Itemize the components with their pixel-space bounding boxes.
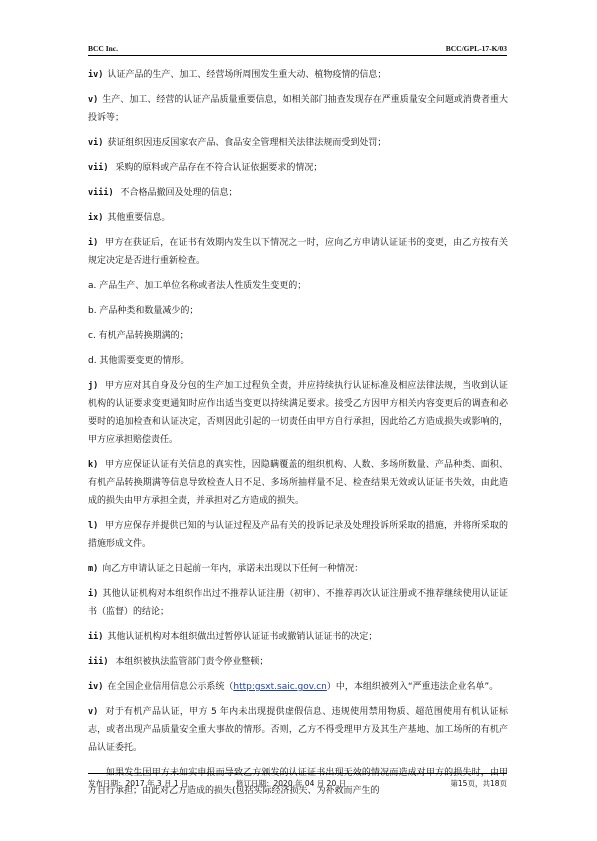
paragraph: i) 其他认证机构对本组织作出过不推荐认证注册（初审）、不推荐再次认证注册或不推荐继续使用认证证书（监督）的结论； bbox=[88, 589, 508, 617]
document-number: BCC/GPL-17-K/03 bbox=[445, 44, 507, 53]
paragraph: c. 有机产品转换期满的； bbox=[88, 331, 189, 341]
paragraph: vi) 获证组织因违反国家农产品、食品安全管理相关法律法规而受到处罚； bbox=[88, 138, 387, 148]
paragraph: iv) 在全国企业信用信息公示系统（http:gsxt.saic.gov.cn）中，本组织被列入“严重违法企业名单”。 bbox=[88, 682, 499, 692]
paragraph: v) 对于有机产品认证，甲方 5 年内未出现提供虚假信息、违规使用禁用物质、超范围使用有机认证标志，或者出现产品质量安全重大事故的情形。否则，乙方不得受理甲方及其生产基地、加工场所的有机产品认证委托。 bbox=[88, 707, 508, 753]
issue-date: 发布日期：2017 年 3 月 1 日 bbox=[88, 779, 189, 788]
company-name: BCC Inc. bbox=[88, 44, 119, 53]
paragraph: j) 甲方应对其自身及分包的生产加工过程负全责，并应持续执行认证标准及相应法律法规，当收到认证机构的认证要求变更通知时应作出适当变更以持续满足要求。接受乙方因甲方相关内容变更后的调查和必要时的追加检查和认证决定，否则因此引起的一切责任由甲方自行承担，因此给乙方造成损失或影响的，甲方应承担赔偿责任。 bbox=[88, 381, 508, 445]
paragraph: m) 向乙方申请认证之日起前一年内，承诺未出现以下任何一种情况： bbox=[88, 564, 364, 574]
paragraph: l) 甲方应保存并提供已知的与认证过程及产品有关的投诉记录及处理投诉所采取的措施，并将所采取的措施形成文件。 bbox=[88, 521, 508, 549]
revise-date: 修订日期：2020 年 04 月 20 日 bbox=[236, 779, 347, 788]
footer-divider bbox=[88, 773, 507, 774]
paragraph: a. 产品生产、加工单位名称或者法人性质发生变更的； bbox=[88, 281, 307, 291]
paragraph: i) 甲方在获证后，在证书有效期内发生以下情况之一时，应向乙方申请认证证书的变更，由乙方按有关规定决定是否进行重新检查。 bbox=[88, 238, 508, 266]
paragraph: iii) 本组织被执法监管部门责令停业整顿； bbox=[88, 657, 269, 667]
paragraph: viii) 不合格品撤回及处理的信息； bbox=[88, 188, 238, 198]
paragraph: v) 生产、加工、经营的认证产品质量重要信息，如相关部门抽查发现存在严重质量安全问题或消费者重大投诉等； bbox=[88, 95, 508, 123]
page-footer bbox=[88, 778, 507, 792]
page-number: 第15页，共18页 bbox=[450, 779, 507, 788]
paragraph: 如果发生因甲方未如实申报而导致乙方颁发的认证证书出现无效的情况而造成对甲方的损失时，由甲方自行承担；由此对乙方造成的损失(包括实际经济损失、为补救而产生的 bbox=[88, 768, 508, 796]
paragraph: ii) 其他认证机构对本组织做出过暂停认证证书或撤销认证证书的决定； bbox=[88, 632, 378, 642]
paragraph: ix) 其他重要信息。 bbox=[88, 213, 171, 223]
paragraph: vii) 采购的原料或产品存在不符合认证依据要求的情况； bbox=[88, 163, 323, 173]
paragraph: k) 甲方应保证认证有关信息的真实性，因隐瞒覆盖的组织机构、人数、多场所数量、产品种类、面积、有机产品转换期满等信息导致检查人日不足、多场所抽样量不足、检查结果无效或认证证书失效，由此造成的损失由甲方承担全责，并承担对乙方造成的损失。 bbox=[88, 460, 508, 506]
gsxt-link[interactable]: http:gsxt.saic.gov.cn bbox=[233, 682, 327, 692]
paragraph: iv) 认证产品的生产、加工、经营场所周围发生重大动、植物疫情的信息； bbox=[88, 70, 387, 80]
header-divider bbox=[88, 55, 507, 56]
paragraph: b. 产品种类和数量减少的； bbox=[88, 306, 199, 316]
document-body bbox=[88, 66, 508, 807]
paragraph: d. 其他需要变更的情形。 bbox=[88, 356, 190, 366]
